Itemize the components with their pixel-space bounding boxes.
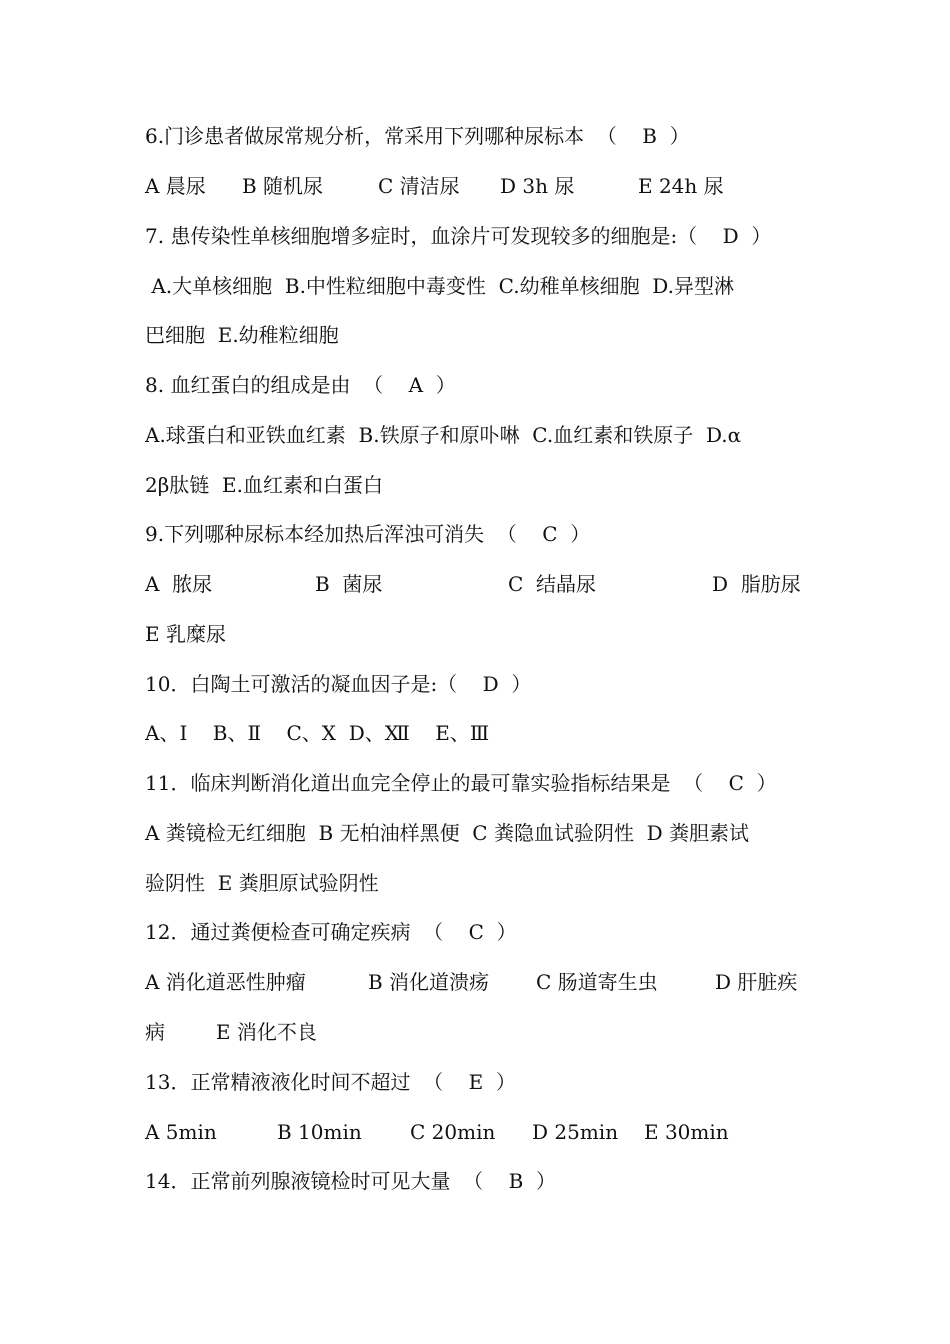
question-7-options-line-1: A.大单核细胞 B.中性粒细胞中毒变性 C.幼稚单核细胞 D.异型淋 [145,274,734,298]
question-7-stem: 7. 患传染性单核细胞增多症时，血涂片可发现较多的细胞是:（ D ） [145,224,772,248]
option-a: A 5min [145,1120,217,1144]
option-b: B 菌尿 [315,572,383,596]
question-12-stem: 12．通过粪便检查可确定疾病 （ C ） [145,920,517,944]
option-d: D 肝脏疾 [715,970,798,994]
question-11-options-line-2: 验阴性 E 粪胆原试验阴性 [145,871,379,895]
option-c: C 20min [410,1120,496,1144]
option-d: D 脂肪尿 [712,572,801,596]
option-c: C 结晶尿 [508,572,597,596]
option-e: E 24h 尿 [638,174,724,198]
option-a: A 晨尿 [145,174,206,198]
option-b: B 消化道溃疡 [368,970,490,994]
question-9-stem: 9.下列哪种尿标本经加热后浑浊可消失 （ C ） [145,522,591,546]
question-8-options-line-1: A.球蛋白和亚铁血红素 B.铁原子和原卟啉 C.血红素和铁原子 D.α [145,423,742,447]
option-a: A 消化道恶性肿瘤 [145,970,306,994]
question-11-options-line-1: A 粪镜检无红细胞 B 无柏油样黑便 C 粪隐血试验阴性 D 粪胆素试 [145,821,750,845]
question-9-option-e: E 乳糜尿 [145,622,226,646]
question-10-stem: 10．白陶土可激活的凝血因子是:（ D ） [145,672,532,696]
option-c: C 肠道寄生虫 [536,970,658,994]
question-8-options-line-2: 2β肽链 E.血红素和白蛋白 [145,473,383,497]
option-e: E 30min [644,1120,729,1144]
option-b: B 10min [277,1120,362,1144]
option-a: A 脓尿 [145,572,213,596]
question-7-options-line-2: 巴细胞 E.幼稚粒细胞 [145,323,339,347]
option-b: B 随机尿 [242,174,324,198]
option-d: D 3h 尿 [500,174,575,198]
question-6-stem: 6.门诊患者做尿常规分析，常采用下列哪种尿标本 （ B ） [145,124,690,148]
question-12-options-line-2: 病 E 消化不良 [145,1020,317,1044]
question-11-stem: 11．临床判断消化道出血完全停止的最可靠实验指标结果是 （ C ） [145,771,777,795]
question-14-stem: 14．正常前列腺液镜检时可见大量 （ B ） [145,1169,557,1193]
option-d: D 25min [532,1120,619,1144]
option-c: C 清洁尿 [378,174,460,198]
question-10-options: A、I B、Ⅱ C、Ⅹ D、Ⅻ E、Ⅲ [145,721,490,745]
question-8-stem: 8. 血红蛋白的组成是由 （ A ） [145,373,456,397]
question-13-stem: 13．正常精液液化时间不超过 （ E ） [145,1070,516,1094]
